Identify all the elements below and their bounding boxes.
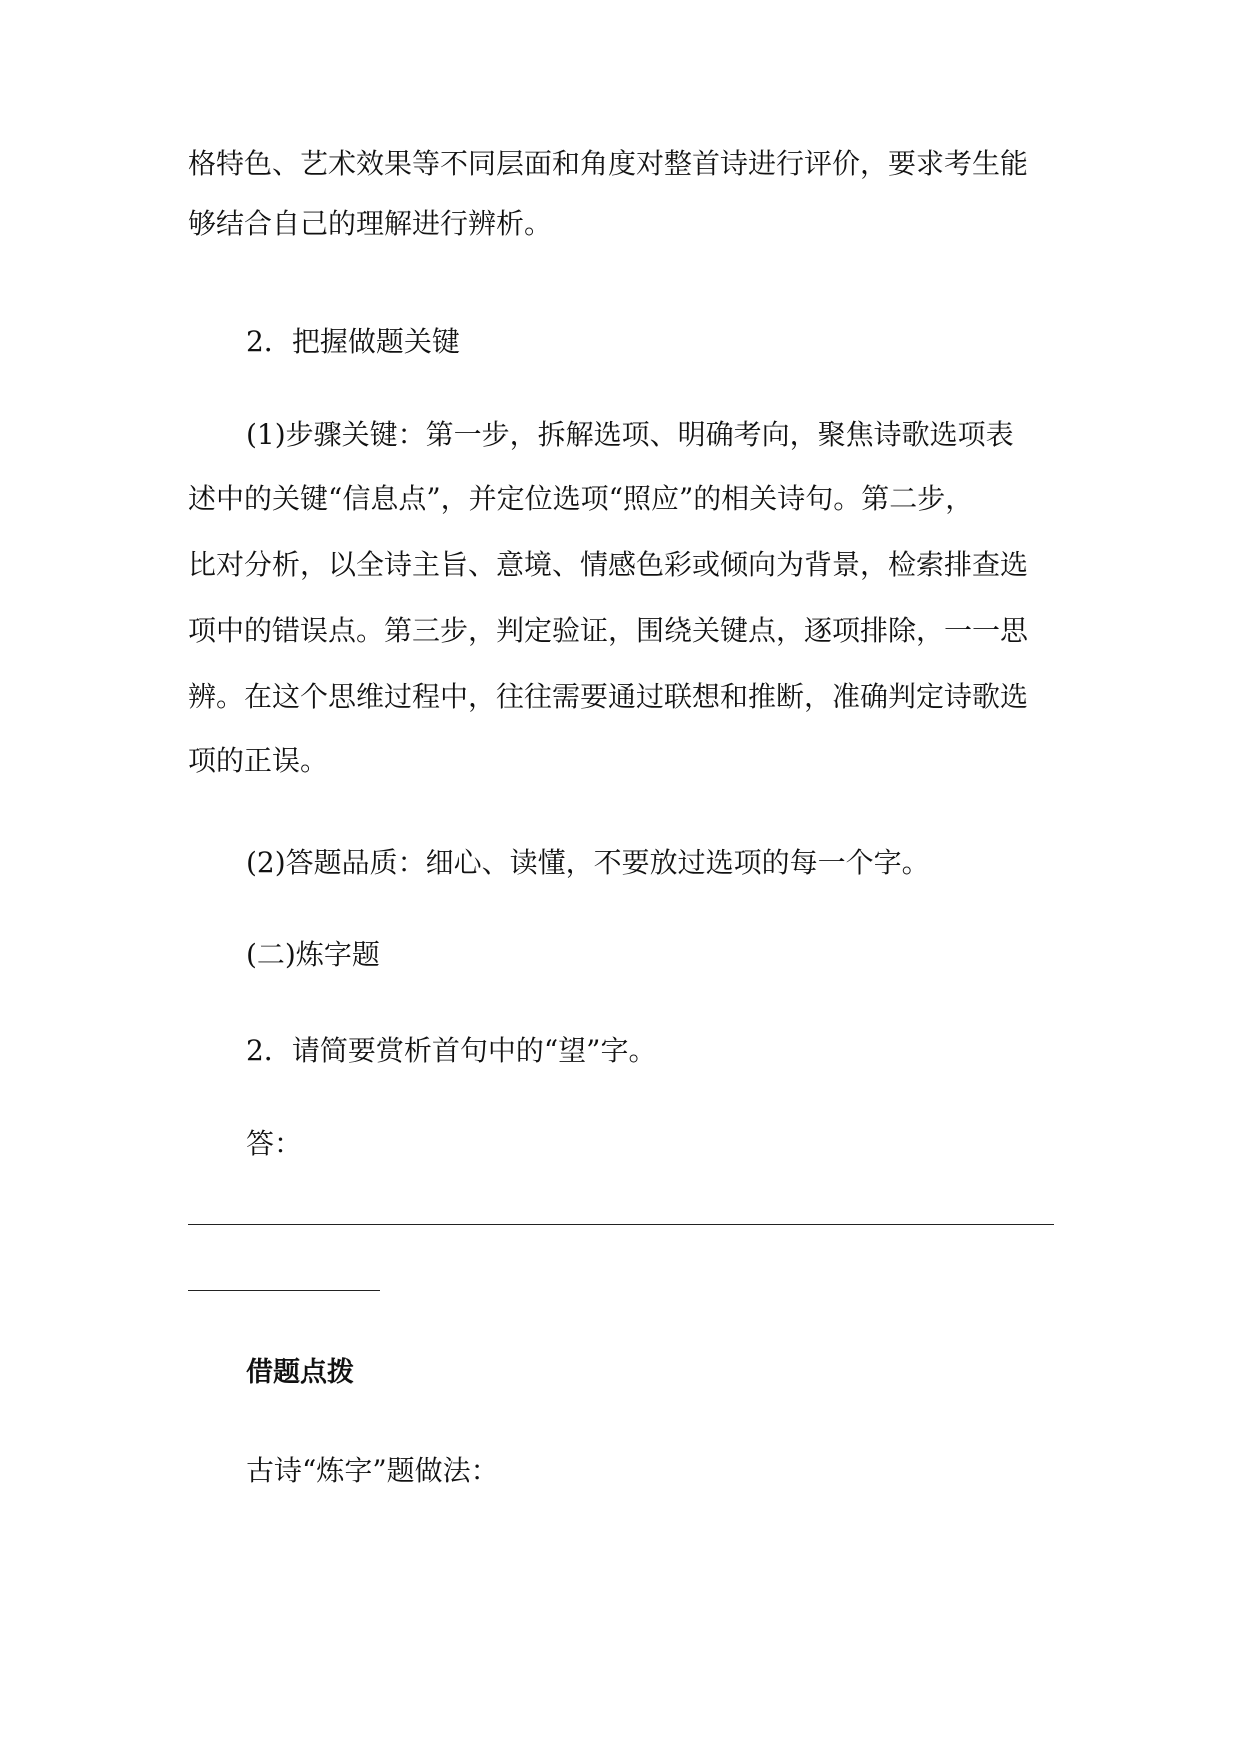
tip-heading: 借题点拨: [246, 1357, 354, 1388]
answer-quality: (2)答题品质：细心、读懂，不要放过选项的每一个字。: [246, 846, 930, 879]
answer-line-2[interactable]: [188, 1290, 380, 1291]
step-key-line-6: 项的正误。: [188, 744, 329, 777]
intro-line-2: 够结合自己的理解进行辨析。: [188, 207, 553, 240]
tip-text: 古诗“炼字”题做法：: [246, 1454, 499, 1487]
step-key-line-5: 辨。在这个思维过程中，往往需要通过联想和推断，准确判定诗歌选: [188, 680, 1029, 713]
section-heading: 2．把握做题关键: [246, 325, 460, 358]
step-key-line-4: 项中的错误点。第三步，判定验证，围绕关键点，逐项排除，一一思: [188, 614, 1029, 647]
lianzi-heading: (二)炼字题: [246, 938, 380, 971]
answer-label: 答：: [246, 1127, 303, 1160]
step-key-line-3: 比对分析，以全诗主旨、意境、情感色彩或倾向为背景，检索排查选: [188, 548, 1029, 581]
step-key-line-1: (1)步骤关键：第一步，拆解选项、明确考向，聚焦诗歌选项表: [246, 418, 1014, 451]
question: 2．请简要赏析首句中的“望”字。: [246, 1034, 657, 1067]
step-key-line-2: 述中的关键“信息点”，并定位选项“照应”的相关诗句。第二步，: [188, 482, 974, 515]
answer-line-1[interactable]: [188, 1224, 1054, 1225]
intro-line-1: 格特色、艺术效果等不同层面和角度对整首诗进行评价，要求考生能: [188, 147, 1029, 180]
